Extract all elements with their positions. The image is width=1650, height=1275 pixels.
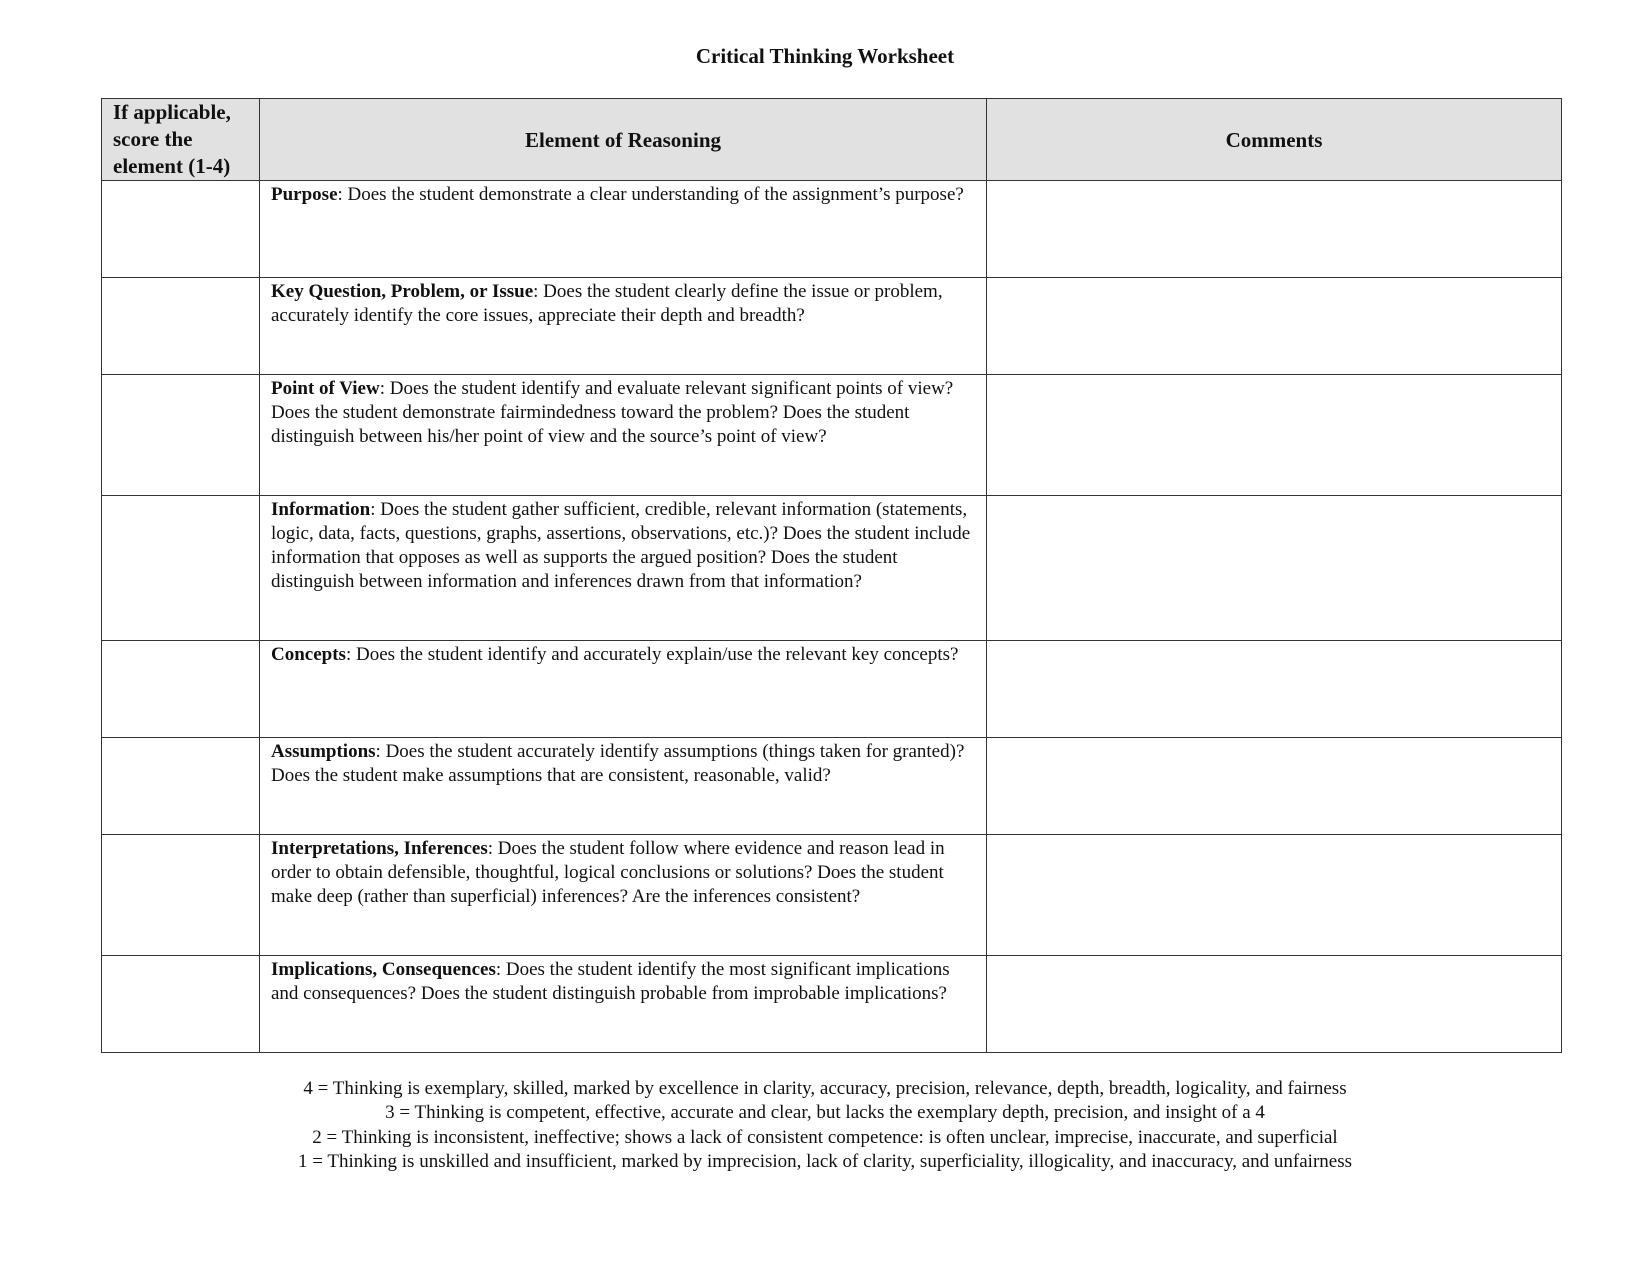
element-question: : Does the student identify and evaluate relevant significant points of view? Does the student demonstrate fairmindedness toward the problem? Does the student distinguish between his/her point of view and the source’s point of view? — [271, 378, 954, 447]
scoring-scale — [0, 1077, 1650, 1174]
scale-line-1: 1 = Thinking is unskilled and insufficient, marked by imprecision, lack of clarity, superficiality, illogicality, and inaccuracy, and unfairness — [297, 1150, 1353, 1172]
score-cell[interactable] — [102, 738, 260, 835]
comment-cell[interactable] — [987, 375, 1562, 496]
scale-line-2: 2 = Thinking is inconsistent, ineffective; shows a lack of consistent competence: is often unclear, imprecise, inaccurate, and superficial — [312, 1126, 1338, 1148]
comment-cell[interactable] — [987, 956, 1562, 1053]
score-cell[interactable] — [102, 181, 260, 278]
scale-line-3: 3 = Thinking is competent, effective, accurate and clear, but lacks the exemplary depth, precision, and insight of a 4 — [385, 1102, 1265, 1124]
worksheet-table — [101, 98, 1562, 1053]
page-title: Critical Thinking Worksheet — [695, 44, 955, 68]
table-row — [102, 738, 1562, 835]
score-cell[interactable] — [102, 956, 260, 1053]
element-name: Assumptions — [271, 741, 376, 762]
score-cell[interactable] — [102, 835, 260, 956]
element-cell — [260, 738, 987, 835]
score-cell[interactable] — [102, 496, 260, 641]
element-cell — [260, 835, 987, 956]
element-cell — [260, 956, 987, 1053]
comment-cell[interactable] — [987, 835, 1562, 956]
comment-cell[interactable] — [987, 496, 1562, 641]
score-cell[interactable] — [102, 375, 260, 496]
element-cell — [260, 641, 987, 738]
element-question: : Does the student gather sufficient, credible, relevant information (statements, logic, data, facts, questions, graphs, assertions, observations, etc.)? Does the student include information that opposes as well as supports the argued position? Does the student distinguish between information and inferences drawn from that information? — [271, 499, 971, 592]
element-name: Implications, Consequences — [271, 959, 496, 980]
table-row — [102, 375, 1562, 496]
comments-column-header: Comments — [987, 99, 1562, 181]
table-row — [102, 181, 1562, 278]
element-name: Information — [271, 499, 371, 520]
score-column-header: If applicable, score the element (1-4) — [102, 99, 260, 181]
table-row — [102, 641, 1562, 738]
table-row — [102, 278, 1562, 375]
comment-cell[interactable] — [987, 738, 1562, 835]
comment-cell[interactable] — [987, 641, 1562, 738]
element-column-header: Element of Reasoning — [260, 99, 987, 181]
table-row — [102, 835, 1562, 956]
element-name: Key Question, Problem, or Issue — [271, 281, 534, 302]
element-question: : Does the student clearly define the issue or problem, accurately identify the core issues, appreciate their depth and breadth? — [271, 281, 943, 326]
element-cell — [260, 278, 987, 375]
element-name: Point of View — [271, 378, 380, 399]
element-name: Purpose — [271, 184, 338, 205]
element-cell — [260, 375, 987, 496]
element-name: Concepts — [271, 644, 346, 665]
score-cell[interactable] — [102, 641, 260, 738]
table-row — [102, 496, 1562, 641]
scale-line-4: 4 = Thinking is exemplary, skilled, marked by excellence in clarity, accuracy, precision, relevance, depth, breadth, logicality, and fairness — [303, 1078, 1347, 1099]
element-cell — [260, 181, 987, 278]
table-row — [102, 956, 1562, 1053]
element-question: : Does the student follow where evidence and reason lead in order to obtain defensible, thoughtful, logical conclusions or solutions? Does the student make deep (rather than superficial) inferences? Are the inferences consistent? — [271, 838, 945, 907]
score-cell[interactable] — [102, 278, 260, 375]
element-question: : Does the student identify and accurately explain/use the relevant key concepts? — [345, 644, 959, 665]
header-row — [102, 99, 1562, 181]
element-cell — [260, 496, 987, 641]
comment-cell[interactable] — [987, 278, 1562, 375]
element-question: : Does the student demonstrate a clear understanding of the assignment’s purpose? — [337, 184, 964, 205]
element-name: Interpretations, Inferences — [271, 838, 488, 859]
comment-cell[interactable] — [987, 181, 1562, 278]
element-question: : Does the student accurately identify assumptions (things taken for granted)? Does the student make assumptions that are consistent, reasonable, valid? — [271, 741, 965, 786]
element-question: : Does the student identify the most significant implications and consequences? Does the student distinguish probable from improbable implications? — [271, 959, 950, 1004]
